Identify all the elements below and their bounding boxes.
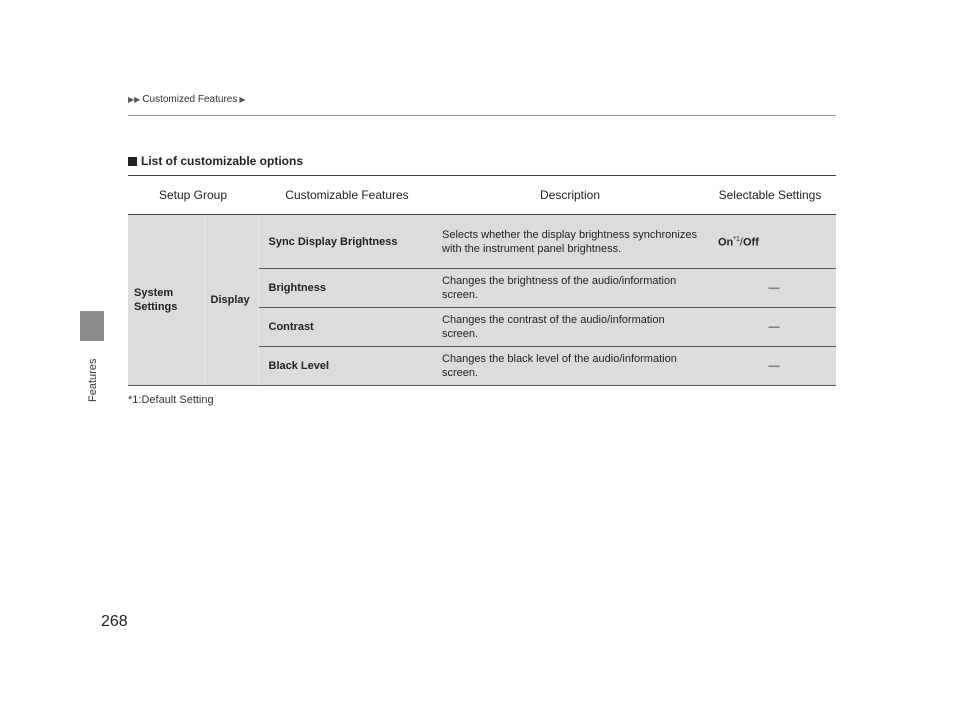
section-title bbox=[128, 154, 303, 168]
breadcrumb bbox=[128, 94, 246, 105]
breadcrumb-arrow-icon: ▶▶ bbox=[128, 95, 141, 104]
description-cell: Selects whether the display brightness synchronizes with the instrument panel brightness. bbox=[436, 215, 704, 269]
header-customizable-features: Customizable Features bbox=[258, 176, 436, 215]
setting-cell: — bbox=[704, 308, 836, 347]
feature-sync-display-brightness: Sync Display Brightness bbox=[258, 215, 436, 269]
header-description: Description bbox=[436, 176, 704, 215]
table-header-row bbox=[128, 176, 836, 215]
setting-cell: — bbox=[704, 269, 836, 308]
header-setup-group: Setup Group bbox=[128, 176, 258, 215]
footnote-marker: *1 bbox=[733, 236, 740, 244]
setting-on: On bbox=[718, 236, 734, 249]
feature-contrast: Contrast bbox=[258, 308, 436, 347]
feature-black-level: Black Level bbox=[258, 347, 436, 386]
page-number: 268 bbox=[101, 613, 128, 630]
footnote: *1:Default Setting bbox=[128, 394, 214, 406]
description-cell: Changes the black level of the audio/information screen. bbox=[436, 347, 704, 386]
group-system-settings: System Settings bbox=[128, 215, 204, 386]
feature-brightness: Brightness bbox=[258, 269, 436, 308]
setting-cell: — bbox=[704, 347, 836, 386]
header-divider bbox=[128, 115, 836, 116]
description-cell: Changes the contrast of the audio/information screen. bbox=[436, 308, 704, 347]
breadcrumb-item[interactable]: Customized Features bbox=[142, 94, 238, 105]
breadcrumb-arrow-icon: ▶ bbox=[239, 95, 246, 104]
header-selectable-settings: Selectable Settings bbox=[704, 176, 836, 215]
customizable-options-table bbox=[128, 175, 836, 386]
side-tab-marker bbox=[80, 311, 104, 341]
section-title-text: List of customizable options bbox=[141, 154, 304, 168]
square-bullet-icon bbox=[128, 157, 137, 166]
setting-separator: / bbox=[739, 236, 743, 249]
setting-cell bbox=[704, 215, 836, 269]
side-section-label: Features bbox=[87, 358, 99, 402]
setting-off: Off bbox=[742, 236, 759, 249]
table-row bbox=[128, 215, 836, 269]
description-cell: Changes the brightness of the audio/information screen. bbox=[436, 269, 704, 308]
group-display: Display bbox=[204, 215, 258, 386]
